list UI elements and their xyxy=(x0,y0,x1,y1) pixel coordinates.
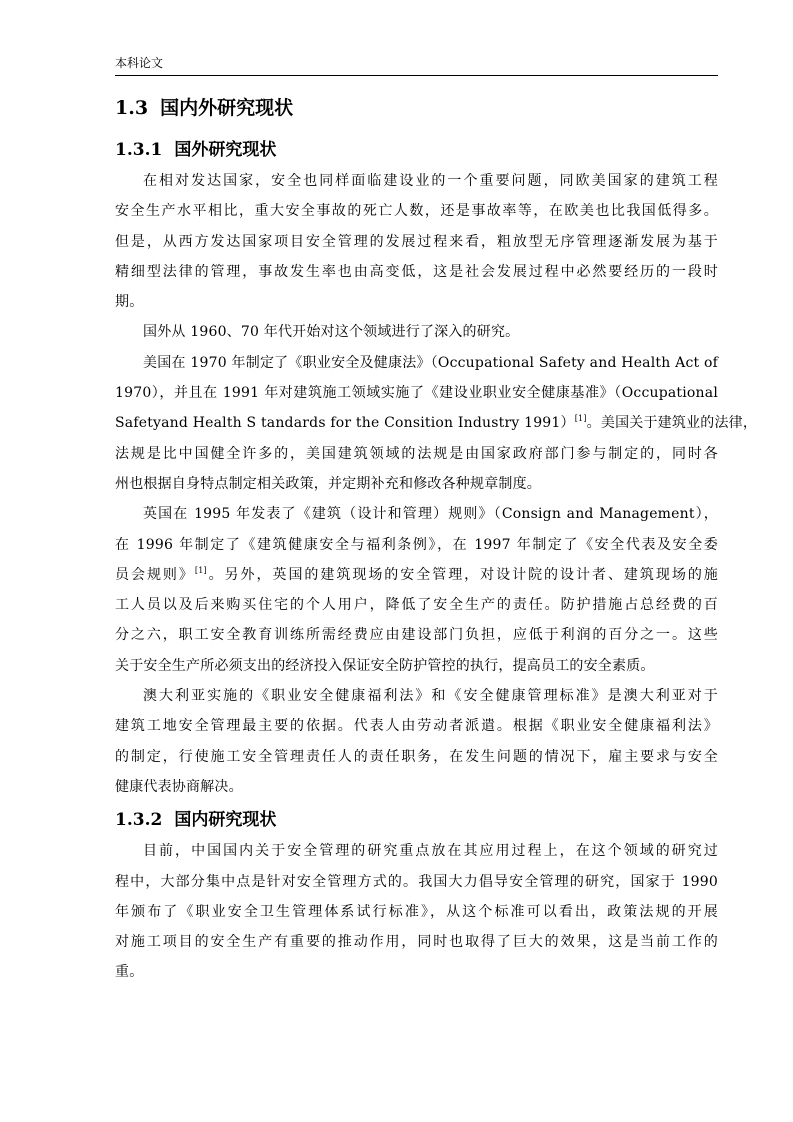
paragraph-1 xyxy=(115,166,718,317)
text-line: 分之六，职工安全教育训练所需经费应由建设部门负担，应低于利润的百分之一。这些 xyxy=(115,627,718,644)
subsection-heading-foreign xyxy=(115,134,718,166)
text-segment: 。美国关于建筑业的法律， xyxy=(586,415,758,432)
text-line: 健康代表协商解决。 xyxy=(115,778,243,795)
text-line: 期。 xyxy=(115,294,144,311)
text-line: 年颁布了《职业安全卫生管理体系试行标准》，从这个标准可以看出，政策法规的开展 xyxy=(115,903,718,920)
subsection-heading-domestic xyxy=(115,804,718,836)
text-line: 国外从 1960、70 年代开始对这个领域进行了深入的研究。 xyxy=(143,324,520,341)
section-title: 国内外研究现状 xyxy=(160,97,294,119)
page-body xyxy=(115,92,758,988)
text-segment: Safetyand Health S tandards for the Consition Industry 1991） xyxy=(115,415,575,432)
citation-ref: [1] xyxy=(574,414,587,424)
citation-ref: [1] xyxy=(194,565,207,575)
text-line: 建筑工地安全管理最主要的依据。代表人由劳动者派遣。根据《职业安全健康福利法》 xyxy=(115,718,718,735)
text-line: 美国在 1970 年制定了《职业安全及健康法》（Occupational Safety and Health Act of xyxy=(143,354,718,371)
subsection-number: 1.3.2 xyxy=(115,810,163,831)
text-segment: 员会规则》 xyxy=(115,566,195,583)
header-text: 本科论文 xyxy=(115,56,164,70)
text-line: 澳大利亚实施的《职业安全健康福利法》和《安全健康管理标准》是澳大利亚对于 xyxy=(143,688,718,705)
text-line: 精细型法律的管理，事故发生率也由高变低，这是社会发展过程中必然要经历的一段时 xyxy=(115,263,718,280)
subsection-number: 1.3.1 xyxy=(115,140,163,160)
text-line: 1970），并且在 1991 年对建筑施工领域实施了《建设业职业安全健康基准》（Occupational xyxy=(115,385,718,402)
text-line: 在相对发达国家，安全也同样面临建设业的一个重要问题，同欧美国家的建筑工程 xyxy=(143,173,718,189)
text-line: 的制定，行使施工安全管理责任人的责任职务，在发生问题的情况下，雇主要求与安全 xyxy=(115,748,718,765)
text-line: 工人员以及后来购买住宅的个人用户，降低了安全生产的责任。防护措施占总经费的百 xyxy=(115,597,718,614)
paragraph-5 xyxy=(115,681,718,802)
text-line: 但是，从西方发达国家项目安全管理的发展过程来看，粗放型无序管理逐渐发展为基于 xyxy=(115,233,718,250)
text-line: 在 1996 年制定了《建筑健康安全与福利条例》，在 1997 年制定了《安全代表及安全委 xyxy=(115,536,718,553)
paragraph-3 xyxy=(115,348,758,499)
text-line: 关于安全生产所必须支出的经济投入保证安全防护管控的执行，提高员工的安全素质。 xyxy=(115,657,655,674)
text-line: 州也根据自身特点制定相关政策，并定期补充和修改各种规章制度。 xyxy=(115,475,541,492)
section-number: 1.3 xyxy=(115,97,149,119)
paragraph-4 xyxy=(115,499,718,681)
text-line: 程中，大部分集中点是针对安全管理方式的。我国大力倡导安全管理的研究，国家于 1990 xyxy=(115,873,718,890)
text-line: 重。 xyxy=(115,964,144,981)
text-line: 目前，中国国内关于安全管理的研究重点放在其应用过程上，在这个领域的研究过 xyxy=(143,843,718,860)
subsection-title: 国内研究现状 xyxy=(174,810,277,831)
text-line: 对施工项目的安全生产有重要的推动作用，同时也取得了巨大的效果，这是当前工作的 xyxy=(115,934,718,951)
paragraph-2 xyxy=(115,317,718,347)
text-segment: 。另外，英国的建筑现场的安全管理，对设计院的设计者、建筑现场的施 xyxy=(206,566,718,583)
subsection-title: 国外研究现状 xyxy=(174,140,277,160)
text-line: 法规是比中国健全许多的，美国建筑领域的法规是由国家政府部门参与制定的，同时各 xyxy=(115,445,718,462)
paragraph-6 xyxy=(115,836,718,987)
text-line: 英国在 1995 年发表了《建筑（设计和管理）规则》（Consign and Management）， xyxy=(143,506,718,523)
running-header xyxy=(115,55,718,76)
text-line xyxy=(115,408,758,438)
text-line: 安全生产水平相比，重大安全事故的死亡人数，还是事故率等，在欧美也比我国低得多。 xyxy=(115,203,718,220)
text-line xyxy=(115,560,718,590)
section-heading xyxy=(115,92,718,124)
